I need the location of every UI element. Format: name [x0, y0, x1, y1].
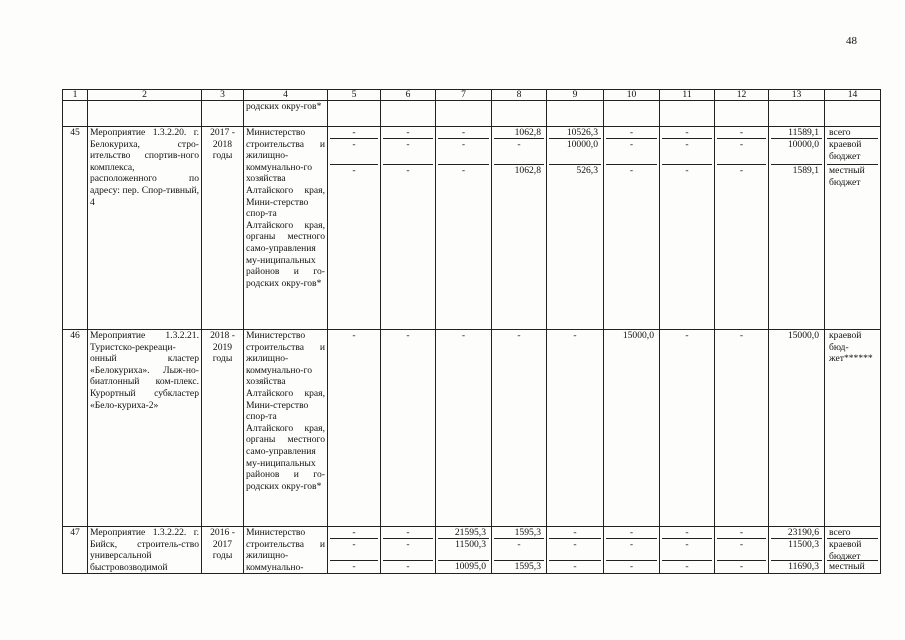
- amount-cell: 1595,3: [514, 561, 541, 572]
- budget-source-cell: всего: [827, 127, 878, 139]
- value-column-14: [825, 527, 881, 574]
- amount-cell: -: [717, 527, 766, 539]
- amount-cell: -: [717, 539, 766, 561]
- amount-cell: -: [549, 527, 601, 539]
- budget-source-cell: краевой бюджет: [827, 139, 878, 165]
- amount-cell: -: [383, 527, 433, 539]
- amount-cell: 10095,0: [454, 561, 486, 572]
- amount-cell: -: [406, 561, 410, 572]
- value-column-13: [769, 527, 825, 574]
- amount-cell: -: [330, 539, 378, 561]
- value-column-5: [328, 330, 381, 527]
- amount-cell: 10526,3: [549, 127, 601, 139]
- value-column-10: [604, 127, 660, 330]
- amount-cell: -: [685, 561, 689, 572]
- table-row: [63, 127, 881, 330]
- table-row: [63, 330, 881, 527]
- row-number-cell: 45: [63, 127, 88, 330]
- amount-cell: 15000,0: [787, 330, 819, 341]
- value-column-6: [381, 330, 436, 527]
- executor-cell: родских окру-гов*: [244, 101, 328, 127]
- amount-cell: -: [383, 127, 433, 139]
- years-cell: 2016 - 2017 годы: [202, 527, 244, 574]
- amount-cell: -: [739, 165, 744, 176]
- amount-cell: -: [406, 330, 410, 341]
- executor-cell: Министерство строительства и жилищно-коммунально-го хозяйства Алтайского края, Мини-стерство спор-та Алтайского края, органы местного само-управления му-ниципальных районов и го-родских окру-гов*: [244, 127, 328, 330]
- budget-source-cell: краевой бюд-жет******: [829, 330, 873, 365]
- amount-cell: -: [717, 127, 766, 139]
- value-column-7: [436, 127, 492, 330]
- value-column-11: [660, 127, 715, 330]
- value-column-12: [715, 527, 769, 574]
- amount-cell: 526,3: [576, 165, 598, 176]
- budget-source-cell: краевой бюджет: [827, 539, 878, 561]
- amount-cell: 15000,0: [622, 330, 654, 341]
- amount-cell: 11589,1: [771, 127, 822, 139]
- page-number: 48: [846, 35, 857, 47]
- value-column-6: [381, 127, 436, 330]
- row-number-cell: 47: [63, 527, 88, 574]
- amount-cell: -: [494, 539, 544, 561]
- row-number-cell: 46: [63, 330, 88, 527]
- value-column-9: [547, 330, 604, 527]
- amount-cell: -: [573, 561, 577, 572]
- value-column-6: [381, 527, 436, 574]
- amount-cell: -: [330, 127, 378, 139]
- header-cell: 10: [604, 90, 660, 101]
- amount-cell: -: [461, 165, 466, 176]
- header-row: [63, 90, 881, 101]
- value-column-7: [436, 527, 492, 574]
- amount-cell: -: [606, 139, 657, 165]
- value-column-9: [547, 127, 604, 330]
- amount-cell: 10000,0: [771, 139, 822, 165]
- amount-cell: 10000,0: [549, 139, 601, 165]
- executor-cell: Министерство строительства и жилищно-коммунально-го хозяйства Алтайского края, Мини-стерство спор-та Алтайского края, органы местного само-управления му-ниципальных районов и го-родских окру-гов*: [244, 330, 328, 527]
- value-column-11: [660, 330, 715, 527]
- amount-cell: -: [662, 139, 712, 165]
- program-table: [62, 89, 881, 574]
- value-column-5: [328, 127, 381, 330]
- header-cell: 11: [660, 90, 715, 101]
- value-column-8: [492, 127, 547, 330]
- value-column-10: [604, 527, 660, 574]
- amount-cell: -: [517, 330, 521, 341]
- amount-cell: -: [662, 527, 712, 539]
- amount-cell: -: [662, 127, 712, 139]
- header-cell: 14: [825, 90, 881, 101]
- amount-cell: 1589,1: [792, 165, 819, 176]
- amount-cell: -: [549, 539, 601, 561]
- amount-cell: -: [330, 139, 378, 165]
- amount-cell: -: [606, 527, 657, 539]
- amount-cell: -: [352, 561, 356, 572]
- amount-cell: 21595,3: [438, 527, 489, 539]
- amount-cell: -: [739, 330, 744, 341]
- years-cell: 2018 - 2019 годы: [202, 330, 244, 527]
- value-column-9: [547, 527, 604, 574]
- value-column-12: [715, 127, 769, 330]
- amount-cell: -: [717, 139, 766, 165]
- amount-cell: -: [438, 139, 489, 165]
- value-column-7: [436, 330, 492, 527]
- amount-cell: -: [438, 127, 489, 139]
- amount-cell: -: [606, 539, 657, 561]
- value-column-13: [769, 330, 825, 527]
- value-column-13: [769, 127, 825, 330]
- header-cell: 8: [492, 90, 547, 101]
- header-cell: 3: [202, 90, 244, 101]
- amount-cell: -: [352, 330, 356, 341]
- header-cell: 6: [381, 90, 436, 101]
- amount-cell: -: [383, 539, 433, 561]
- amount-cell: 1062,8: [494, 127, 544, 139]
- amount-cell: 23190,6: [771, 527, 822, 539]
- amount-cell: -: [629, 561, 634, 572]
- activity-name-cell: Мероприятие 1.3.2.22. г. Бийск, строитель-ство универсальной быстровозводимой: [88, 527, 202, 574]
- value-column-14: [825, 330, 881, 527]
- amount-cell: -: [629, 165, 634, 176]
- amount-cell: -: [406, 165, 410, 176]
- amount-cell: 1062,8: [514, 165, 541, 176]
- value-column-8: [492, 527, 547, 574]
- continuation-row: [63, 101, 881, 127]
- amount-cell: -: [330, 527, 378, 539]
- amount-cell: -: [739, 561, 744, 572]
- header-cell: 2: [88, 90, 202, 101]
- budget-source-cell: всего: [827, 527, 878, 539]
- value-column-8: [492, 330, 547, 527]
- header-cell: 7: [436, 90, 492, 101]
- amount-cell: 11500,3: [771, 539, 822, 561]
- amount-cell: 11690,3: [788, 561, 819, 572]
- amount-cell: 11500,3: [438, 539, 489, 561]
- budget-source-cell: местный: [829, 561, 865, 572]
- header-cell: 5: [328, 90, 381, 101]
- years-cell: 2017 - 2018 годы: [202, 127, 244, 330]
- value-column-10: [604, 330, 660, 527]
- amount-cell: -: [494, 139, 544, 165]
- amount-cell: -: [662, 539, 712, 561]
- header-cell: 12: [715, 90, 769, 101]
- value-column-11: [660, 527, 715, 574]
- header-cell: 9: [547, 90, 604, 101]
- amount-cell: -: [461, 330, 466, 341]
- activity-name-cell: Мероприятие 1.3.2.21. Туристско-рекреаци-онный кластер «Белокуриха». Лыж-но-биатлонный ком-плекс. Курортный субкластер «Бело-куриха-2»: [88, 330, 202, 527]
- amount-cell: -: [383, 139, 433, 165]
- header-cell: 13: [769, 90, 825, 101]
- value-column-5: [328, 527, 381, 574]
- amount-cell: -: [606, 127, 657, 139]
- table-row: [63, 527, 881, 574]
- amount-cell: -: [685, 330, 689, 341]
- value-column-12: [715, 330, 769, 527]
- amount-cell: 1595,3: [494, 527, 544, 539]
- activity-name-cell: Мероприятие 1.3.2.20. г. Белокуриха, стро-ительство спортив-ного комплекса, расположенного по адресу: пер. Спор-тивный, 4: [88, 127, 202, 330]
- amount-cell: -: [352, 165, 356, 176]
- executor-cell: Министерство строительства и жилищно-коммунально-: [244, 527, 328, 574]
- amount-cell: -: [685, 165, 689, 176]
- budget-source-cell: местный бюджет: [829, 165, 865, 188]
- header-cell: 1: [63, 90, 88, 101]
- value-column-14: [825, 127, 881, 330]
- amount-cell: -: [573, 330, 577, 341]
- header-cell: 4: [244, 90, 328, 101]
